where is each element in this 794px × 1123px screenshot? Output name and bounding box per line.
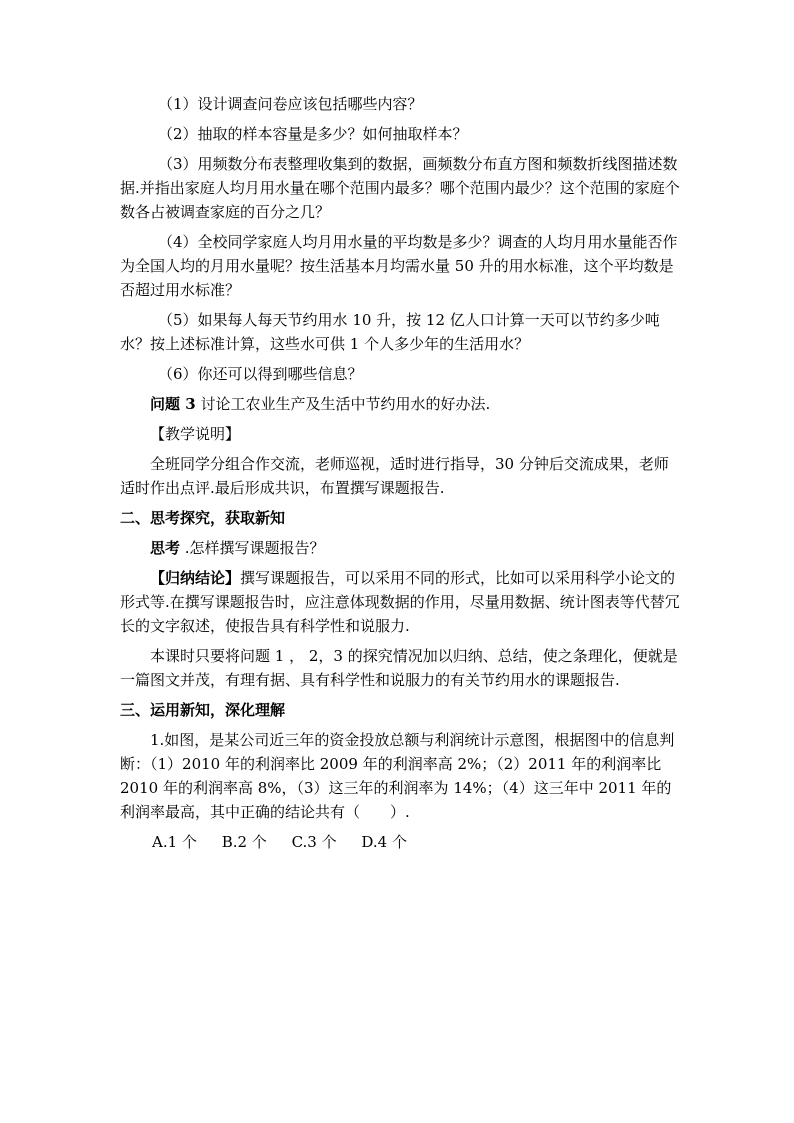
think-question (120, 536, 680, 560)
section-2-heading: 二、思考探究，获取新知 (120, 509, 286, 527)
problem-3-text: 讨论工农业生产及生活中节约用水的好办法. (195, 395, 491, 413)
think-text: .怎样撰写课题报告？ (180, 539, 325, 557)
conclusion (120, 566, 680, 638)
document-page (120, 92, 680, 854)
section-3-heading: 三、运用新知，深化理解 (120, 701, 286, 719)
question-3: （3）用频数分布表整理收集到的数据，画频数分布直方图和频数折线图描述数据.并指出家庭人均月用水量在哪个范围内最多？哪个范围内最少？这个范围的家庭个数各占被调查家庭的百分之几？ (120, 155, 680, 221)
option-d: D.4 个 (361, 833, 407, 851)
question-4: （4）全校同学家庭人均月用水量的平均数是多少？调查的人均月用水量能否作为全国人均的月用水量呢？按生活基本月均需水量 50 升的用水标准，这个平均数是否超过用水标准？ (120, 233, 678, 299)
question-2: （2）抽取的样本容量是多少？如何抽取样本？ (158, 125, 468, 143)
question-1: （1）设计调查问卷应该包括哪些内容？ (158, 95, 423, 113)
option-b: B.2 个 (221, 833, 267, 851)
problem-3 (120, 392, 680, 416)
problem-3-label: 问题 3 (150, 395, 196, 413)
exercise-1: 1.如图，是某公司近三年的资金投放总额与利润统计示意图，根据图中的信息判断：（1）2010 年的利润率比 2009 年的利润率高 2%；（2）2011 年的利润率比 2010 年的利润率高 8%，（3）这三年的利润率为 14%；（4）这三年中 2011 年的利润率最高，其中正确的结论共有（ ）. (120, 731, 675, 821)
conclusion-label: 【归纳结论】 (150, 569, 241, 587)
question-6: （6）你还可以得到哪些信息？ (158, 365, 363, 383)
teaching-note-label: 【教学说明】 (150, 425, 241, 443)
option-c: C.3 个 (291, 833, 337, 851)
teaching-note-text: 全班同学分组合作交流，老师巡视，适时进行指导，30 分钟后交流成果，老师适时作出点评.最后形成共识，布置撰写课题报告. (120, 455, 669, 497)
question-5: （5）如果每人每天节约用水 10 升，按 12 亿人口计算一天可以节约多少吨水？按上述标准计算，这些水可供 1 个人多少年的生活用水？ (120, 311, 660, 353)
option-a: A.1 个 (152, 833, 197, 851)
answer-options (120, 830, 680, 854)
conclusion-text: 撰写课题报告，可以采用不同的形式，比如可以采用科学小论文的形式等.在撰写课题报告时，应注意体现数据的作用，尽量用数据、统计图表等代替冗长的文字叙述，使报告具有科学性和说服力. (120, 569, 680, 635)
summary: 本课时只要将问题 1 ， 2，3 的探究情况加以归纳、总结，使之条理化，便就是一篇图文并茂，有理有据、具有科学性和说服力的有关节约用水的课题报告. (120, 647, 678, 689)
think-label: 思考 (150, 539, 181, 557)
